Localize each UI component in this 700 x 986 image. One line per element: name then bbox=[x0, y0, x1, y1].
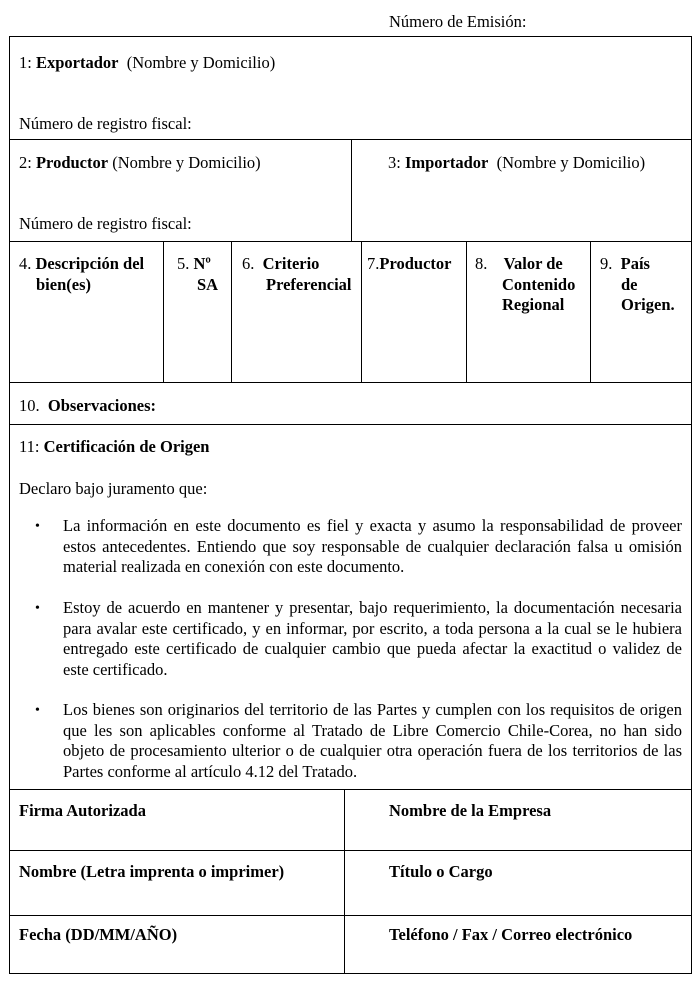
emission-number-label: Número de Emisión: bbox=[389, 12, 527, 31]
column-country-of-origin: 9. País de Origen. bbox=[600, 254, 675, 314]
producer-heading: 2: Productor (Nombre y Domicilio) bbox=[19, 153, 261, 172]
observations-heading: 10. Observaciones: bbox=[19, 396, 157, 415]
bullet-marker: • bbox=[35, 703, 40, 718]
declaration-intro: Declaro bajo juramento que: bbox=[19, 479, 208, 498]
column-hs-number: 5. Nº SA bbox=[177, 254, 219, 294]
declaration-bullet-1: La información en este documento es fiel y exacta y asumo la responsabilidad de proveer estos antecedentes. Entiendo que soy responsable de cualquier declaración falsa u omisión material realizada en conexión con este documento. bbox=[63, 516, 682, 576]
certification-heading: 11: Certificación de Origen bbox=[19, 437, 210, 456]
producer-tax-number-label: Número de registro fiscal: bbox=[19, 214, 192, 233]
printed-name-label: Nombre (Letra imprenta o imprimer) bbox=[19, 862, 285, 881]
declaration-bullet-2: Estoy de acuerdo en mantener y presentar, bajo requerimiento, la documentación necesaria para avalar este certificado, y en informar, por escrito, a toda persona a la cual se le hubiera entregado este certificado de cualquier cambio que pueda afectar la exactitud o validez de este certificado. bbox=[63, 598, 682, 679]
authorized-signature-label: Firma Autorizada bbox=[19, 801, 146, 820]
date-label: Fecha (DD/MM/AÑO) bbox=[19, 925, 178, 944]
declaration-bullet-3: Los bienes son originarios del territorio de las Partes y cumplen con los requisitos de origen que les son aplicables conforme al Tratado de Libre Comercio Chile-Corea, no han sido objeto de procesamiento ulterior o de cualquier otra operación fuera de los territorios de las Partes conforme al artículo 4.12 del Tratado. bbox=[63, 700, 682, 781]
column-description: 4. Descripción del bien(es) bbox=[19, 254, 145, 294]
exporter-heading: 1: Exportador (Nombre y Domicilio) bbox=[19, 53, 276, 72]
bullet-marker: • bbox=[35, 519, 40, 534]
title-position-label: Título o Cargo bbox=[389, 862, 493, 881]
exporter-tax-number-label: Número de registro fiscal: bbox=[19, 114, 192, 133]
column-producer: 7.Productor bbox=[367, 254, 452, 273]
company-name-label: Nombre de la Empresa bbox=[389, 801, 552, 820]
importer-heading: 3: Importador (Nombre y Domicilio) bbox=[388, 153, 646, 172]
column-regional-value-content: 8. Valor de Contenido Regional bbox=[475, 254, 576, 314]
bullet-marker: • bbox=[35, 601, 40, 616]
contact-label: Teléfono / Fax / Correo electrónico bbox=[389, 925, 633, 944]
column-preference-criterion: 6. Criterio Preferencial bbox=[242, 254, 352, 294]
